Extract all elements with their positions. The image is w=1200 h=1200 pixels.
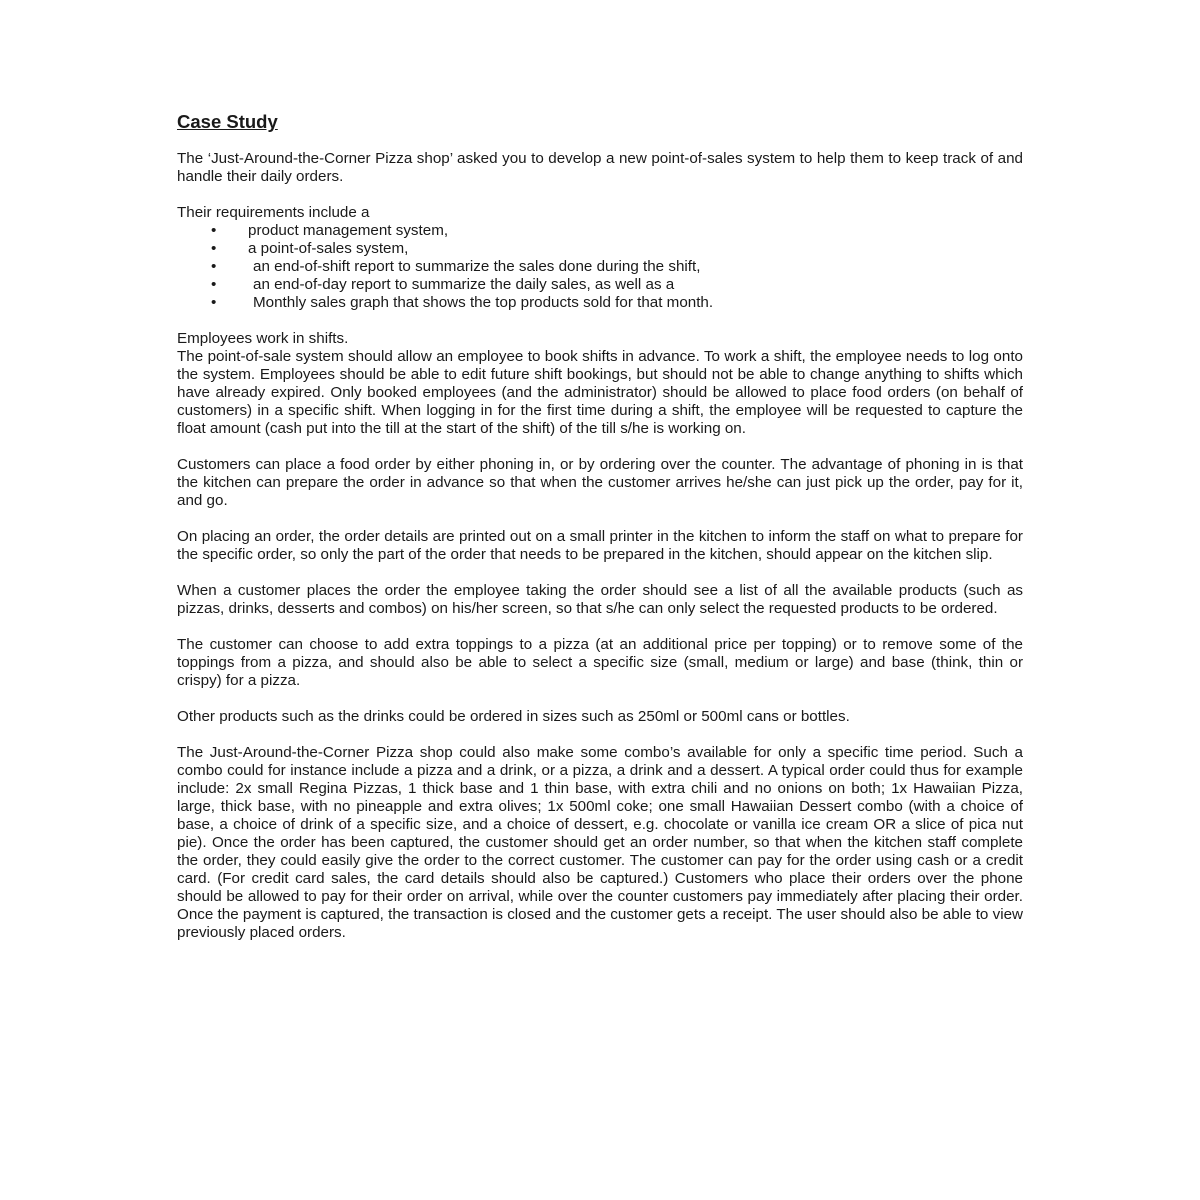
combos-paragraph: The Just-Around-the-Corner Pizza shop could also make some combo’s available for only a specific time period. Such a combo could for instance include a pizza and a drink, or a pizza, a drink and a dessert. A typical order could thus for example include: 2x small Regina Pizzas, 1 thick base and 1 thin base, with extra chili and no onions on both; 1x Hawaiian Pizza, large, thick base, with no pineapple and extra olives; 1x 500ml coke; one small Hawaiian Dessert combo (with a choice of base, a choice of drink of a specific size, and a choice of dessert, e.g. chocolate or vanilla ice cream OR a slice of pica nut pie). Once the order has been captured, the customer should get an order number, so that when the kitchen staff complete the order, they could easily give the order to the correct customer. The customer can pay for the order using cash or a credit card. (For credit card sales, the card details should also be captured.) Customers who place their orders over the phone should be allowed to pay for their order on arrival, while over the counter customers pay immediately after placing their order. Once the payment is captured, the transaction is closed and the customer gets a receipt. The user should also be able to view previously placed orders. xyxy=(177,744,1023,941)
requirement-text: Monthly sales graph that shows the top products sold for that month. xyxy=(253,294,714,311)
shifts-heading: Employees work in shifts. xyxy=(177,330,349,347)
bullet-icon: • xyxy=(211,258,217,275)
shifts-paragraph: The point-of-sale system should allow an employee to book shifts in advance. To work a shift, the employee needs to log onto the system. Employees should be able to edit future shift bookings, but should not be able to change anything to shifts which have already expired. Only booked employees (and the administrator) should be allowed to place food orders (on behalf of customers) in a specific shift. When logging in for the first time during a shift, the employee will be requested to capture the float amount (cash put into the till at the start of the shift) of the till s/he is working on. xyxy=(177,348,1023,437)
bullet-icon: • xyxy=(211,276,217,293)
list-item xyxy=(177,258,1023,276)
intro-paragraph: The ‘Just-Around-the-Corner Pizza shop’ asked you to develop a new point-of-sales system to help them to keep track of and handle their daily orders. xyxy=(177,150,1023,185)
requirements-intro: Their requirements include a xyxy=(177,204,370,221)
list-item xyxy=(177,276,1023,294)
requirement-text: product management system, xyxy=(248,222,449,239)
document-page xyxy=(177,110,1023,960)
bullet-icon: • xyxy=(211,240,217,257)
requirements-list xyxy=(177,222,1023,312)
requirement-text: an end-of-day report to summarize the daily sales, as well as a xyxy=(253,276,675,293)
list-item xyxy=(177,222,1023,240)
product-list-paragraph: When a customer places the order the employee taking the order should see a list of all the available products (such as pizzas, drinks, desserts and combos) on his/her screen, so that s/he can only select the requested products to be ordered. xyxy=(177,582,1023,617)
requirement-text: a point-of-sales system, xyxy=(248,240,409,257)
requirement-text: an end-of-shift report to summarize the sales done during the shift, xyxy=(253,258,701,275)
document-title: Case Study xyxy=(177,111,278,132)
bullet-icon: • xyxy=(211,294,217,311)
drinks-paragraph: Other products such as the drinks could be ordered in sizes such as 250ml or 500ml cans or bottles. xyxy=(177,708,850,725)
kitchen-slip-paragraph: On placing an order, the order details are printed out on a small printer in the kitchen to inform the staff on what to prepare for the specific order, so only the part of the order that needs to be prepared in the kitchen, should appear on the kitchen slip. xyxy=(177,528,1023,563)
list-item xyxy=(177,240,1023,258)
ordering-paragraph: Customers can place a food order by either phoning in, or by ordering over the counter. The advantage of phoning in is that the kitchen can prepare the order in advance so that when the customer arrives he/she can just pick up the order, pay for it, and go. xyxy=(177,456,1023,509)
toppings-paragraph: The customer can choose to add extra toppings to a pizza (at an additional price per topping) or to remove some of the toppings from a pizza, and should also be able to select a specific size (small, medium or large) and base (think, thin or crispy) for a pizza. xyxy=(177,636,1023,689)
list-item xyxy=(177,294,1023,312)
bullet-icon: • xyxy=(211,222,217,239)
